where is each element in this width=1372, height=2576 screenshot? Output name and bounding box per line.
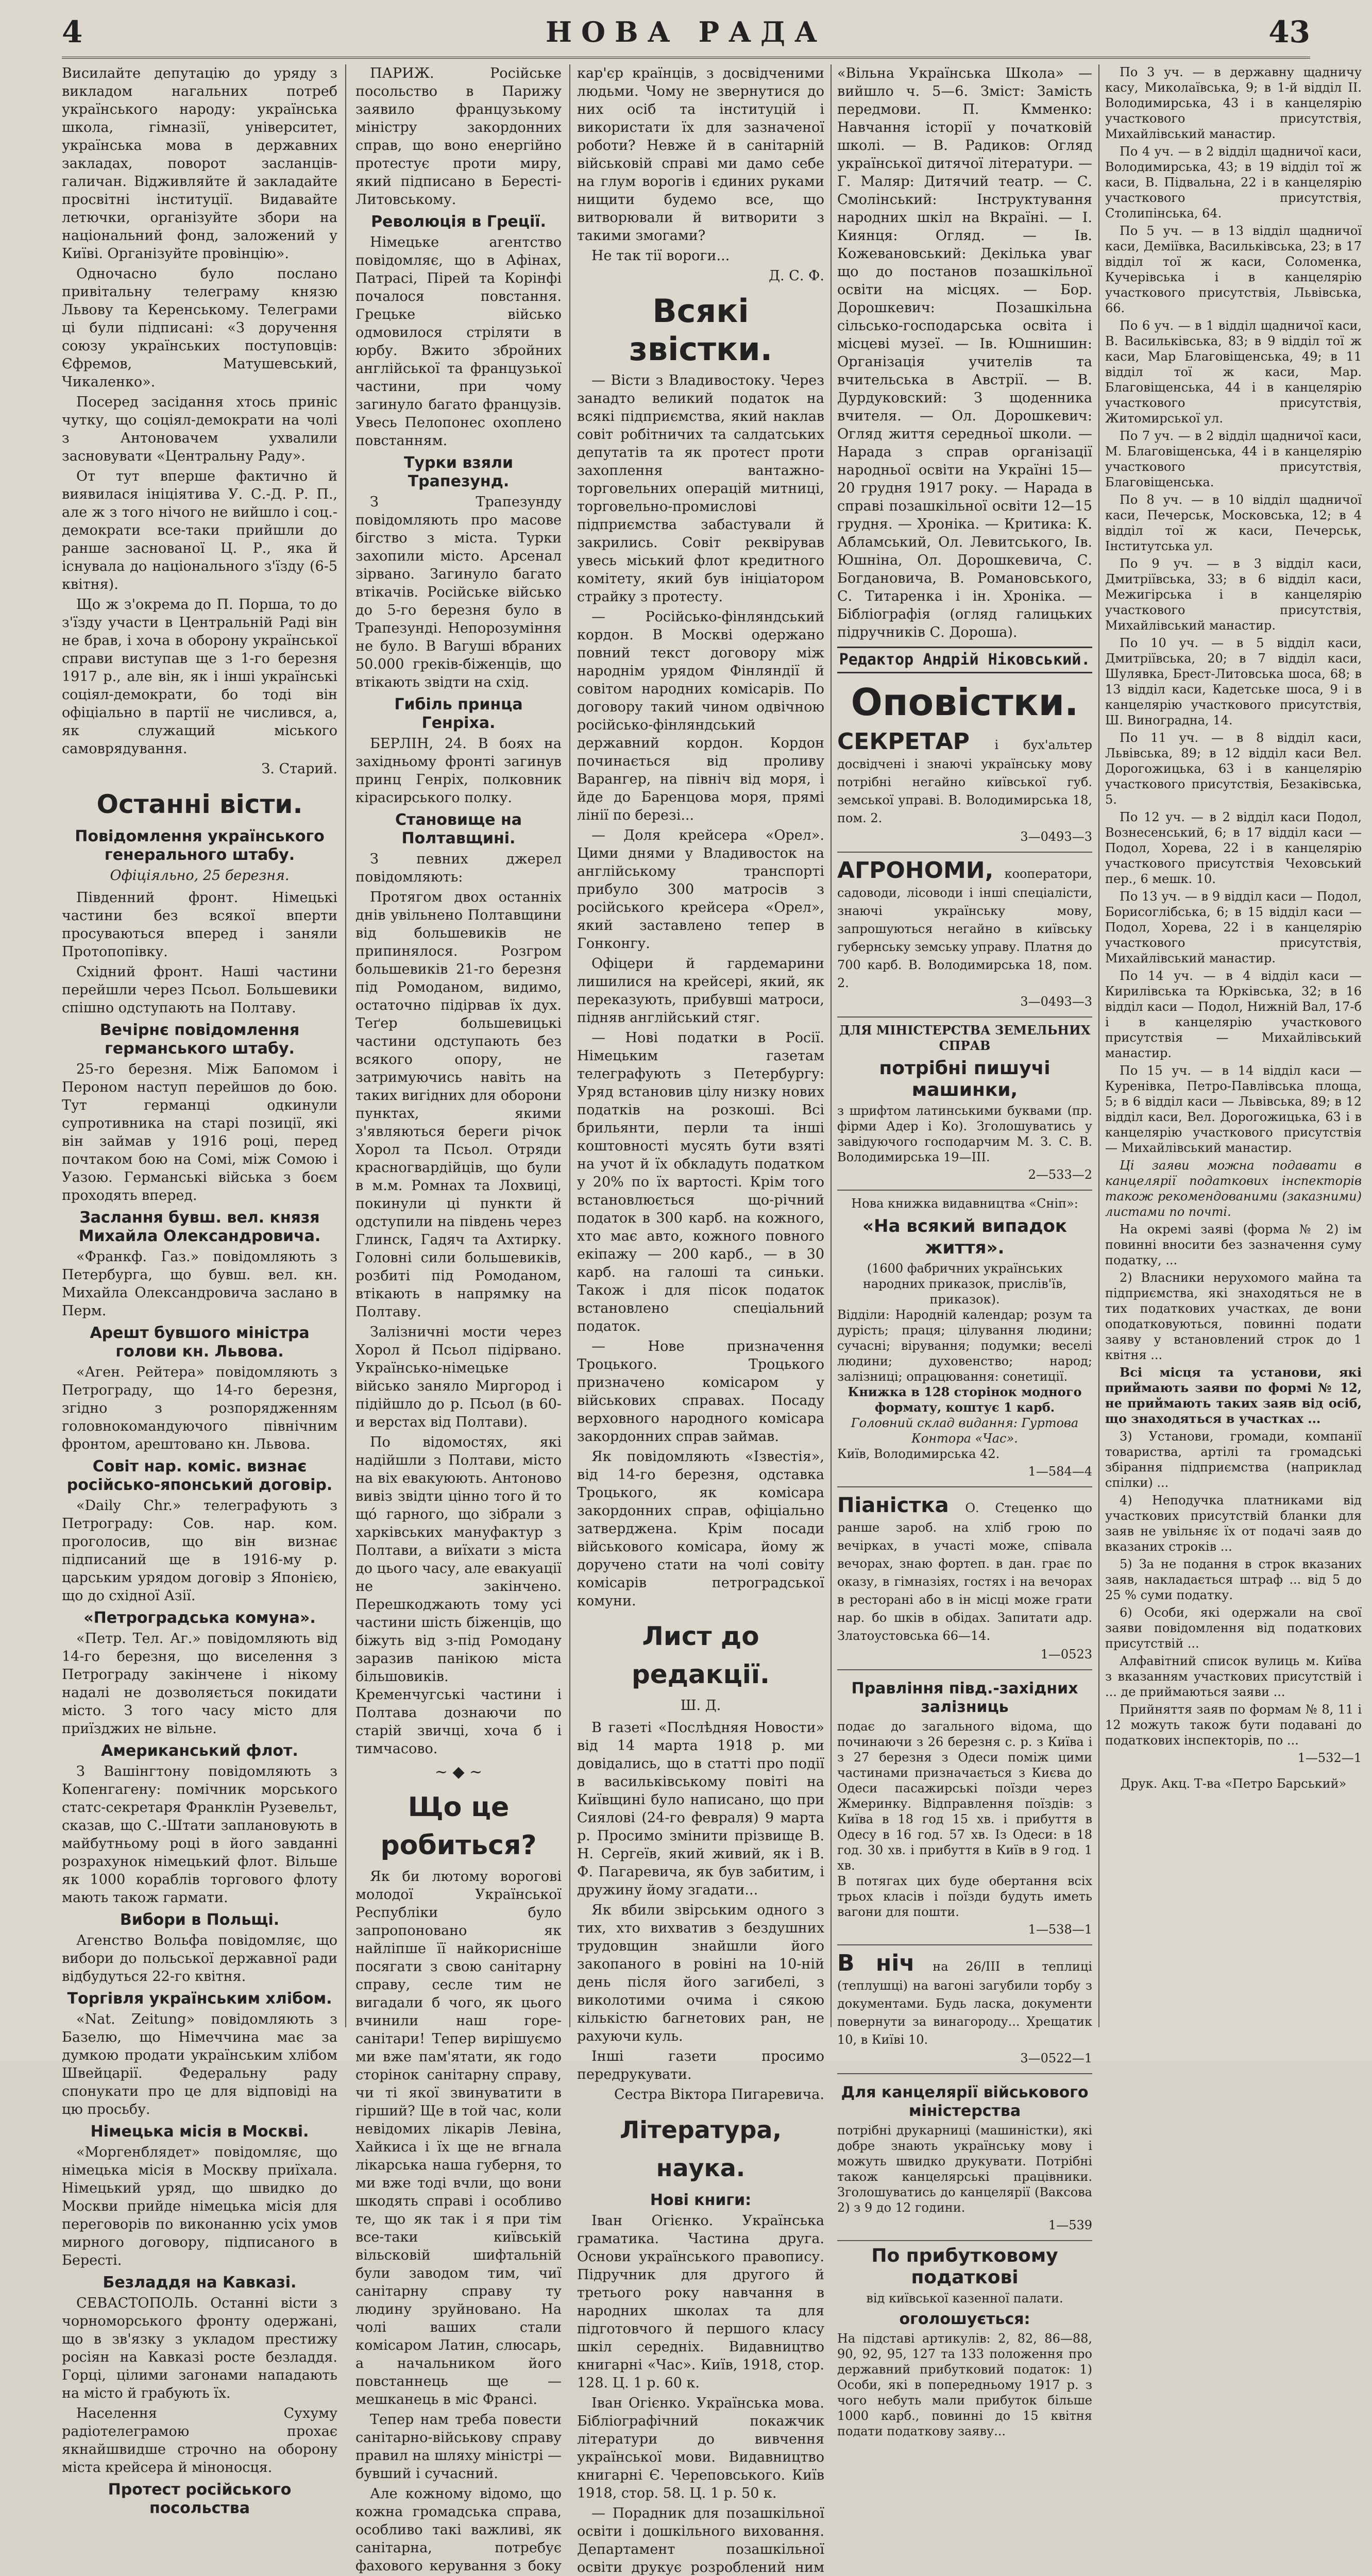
page-header: [62, 10, 1310, 59]
paragraph: Не так тії вороги...: [591, 248, 730, 264]
paragraph: Як вбили звірським одного з тих, хто вихватив з бездушних трудовщин знайшли його закопаного в ровіні на 10-ній день після його загибелі, з виколотими очима і сякою кількістю багнетових ран, не рахуючи куль.: [577, 1902, 824, 2044]
paragraph: 3) Установи, громади, компанії товариства, артілі та громадські збірання підприємства (наприклад спілки) ...: [1105, 1429, 1362, 1490]
paragraph: Протягом двох останніх днів увільнено Полтавщини від большевиків не припинялося. Розгром большевиків 21-го березня під Ромоданом, видимо, остаточно підірвав їх дух. Теґер большевицькі частини одступають без всякого опору, не затримуючись навіть на таких вигідних для оборони пунктах, якими з'являються береги річок Хорол та Псьол. Отряди красногвардійців, що були в м.м. Ромнах та Лохвиці, покинули ці пункти й одступили на південь через Глинск, Гадяч та Ахтирку. Головні сили большевиків, розбиті під Ромоданом, втікають в напрямку на Полтаву.: [355, 889, 562, 1320]
paragraph: З певних джерел повідомляють:: [355, 851, 562, 885]
newspaper-title: НОВА РАДА: [545, 15, 827, 48]
paragraph: По 3 уч. — в державну щадничу касу, Миколаївська, 9; в 1-й відділ ІІ. Володимирська, 43 і в канцелярію участкового присутствія, Михайлівський манастир.: [1105, 65, 1362, 141]
paragraph: З Вашінгтону повідомляють з Копенгагену: помічник морського статс-секретаря Франклін Рузевельт, сказав, що С.-Штати заплановують в майбутньому році в його завданні розрахунок німецький флот. Вільше як 1000 кораблів торгового флоту мають також гармати.: [62, 1764, 337, 1906]
paragraph: Але кожному відомо, що кожна громадська справа, особливо такі важливі, як санітарна, потребує фахового керування з боку: [355, 2486, 562, 2574]
page-number-left: 4: [62, 14, 83, 49]
column-4: [837, 64, 1092, 2438]
paragraph: — Російсько-фінляндський кордон. В Москві одержано повний текст договору між народнім урядом Фінляндії й совітом народних комісарів. По договору такий чином одвічною російсько-фінляндський державний кордон. Кордон починається від проливу Варангер, на північ від моря, і йде до Баренцова моря, прямі лінії по березі...: [577, 609, 824, 823]
paragraph: — Нове призначення Троцького. Троцького призначено комісаром у військових справах. Посаду верховного народного комісара закордонних справ займав.: [577, 1338, 824, 1445]
ad-body: На підставі артикулів: 2, 82, 86—88, 90, 92, 95, 127 та 133 положення про державний прибутковий податок: 1) Особи, які в попередньому 1917 р. з чого небуть мали прибуток більше 1000 карб., повинні до 15 квітня подати податкову заяву...: [837, 2331, 1092, 2438]
ad-heading: По прибутковому податкові: [871, 2245, 1058, 2288]
paragraph: В газеті «Послѣдняя Новости» від 14 марта 1918 р. ми довідались, що в статті про події в васильківському повіті на Київщині було написано, що при Сиялові (24-го февраля) 9 марта р. Просимо змінити прізвище В. Н. Сергеїв, який живий, як і В. Ф. Пагаревича, як був забитим, і дружину йому згадати...: [577, 1720, 824, 1898]
paragraph: «Daily Chr.» телеграфують з Петрограду: Сов. нар. ком. проголосив, що він визнає підписаний ще в 1916-му р. царським урядом договір з Японією, що до східної Азії.: [62, 1498, 337, 1604]
article-heading: Торгівля українським хлібом.: [67, 1990, 332, 2008]
paragraph: БЕРЛІН, 24. В боях на західньому фронті загинув принц Генріх, полковник кірасирського полку.: [355, 736, 562, 806]
article-heading: Становище на Полтавщині.: [395, 811, 522, 848]
article-heading: Нові книги:: [650, 2191, 752, 2209]
paragraph: «Аген. Рейтера» повідомляють з Петрограду, що 14-го березня, згідно з розпорядженням головнокомандуючого північним фронтом, арештовано кн. Львова.: [62, 1364, 337, 1452]
paragraph: З Трапезунду повідомляють про масове бігство з міста. Турки захопили місто. Арсенал зірвано. Загинуло багато втікачів. Російське військо до 5-го березня було в Трапезунді. Непорозуміння не було. В Вагуші вбраних 50.000 греків-біженців, що втікають звідти на схід.: [355, 494, 562, 690]
paragraph: 5) За не подання в строк вказаних заяв, накладається штраф ... від 5 до 25 % суми податку.: [1105, 1557, 1362, 1602]
article-heading: Турки взяли Трапезунд.: [404, 454, 513, 490]
paragraph: Інші газети просимо передрукувати.: [577, 2048, 824, 2082]
paragraph: Німецьке агентство повідомляє, що в Афінах, Патрасі, Пірей та Корінфі почалося повстання. Грецьке військо одмовилося стріляти в юрбу. Вжито збройних англійської та французької частини, при чому загинуло багато французів. Увесь Пелопонес охоплено повстанням.: [355, 234, 562, 449]
article-heading: Вечірнє повідомлення германського штабу.: [99, 1021, 300, 1058]
ad-line: Нова книжка видавництва «Сніп»:: [851, 1196, 1078, 1211]
ad-heading: «На всякий випадок життя».: [862, 1216, 1067, 1258]
paragraph: кар'єр країнців, з досвідченими людьми. Чому не звернутися до них осіб та інституцій і використати їх для зазначеної роботи? Невже й в санітарній військовій справі ми дамо себе на глум ворогів і єдиних руками нищити будемо все, що витворювали й витворити з такими змогами?: [577, 65, 824, 244]
paragraph: По 7 уч. — в 2 відділ щадничої каси, М. Благовіщенська, 44 і в канцелярію участкового присутствія, Благовіщенська.: [1105, 429, 1362, 489]
printer-line: Друк. Акц. Т-ва «Петро Барський»: [1120, 1776, 1347, 1791]
paragraph: По 12 уч. — в 2 відділ каси Подол, Вознесенський, 6; в 17 відділ каси — Подол, Хорева, 22 і в канцелярію участкового присутствія Чеховський пер., 6 мешк. 10.: [1105, 810, 1362, 886]
paragraph: Південний фронт. Німецькі частини без всякої вперти просуваються вперед і заняли Протопопівку.: [62, 890, 337, 960]
ad-body: Відділи: Народній календар; розум та дурість; праця; цілування людини; сучасні; вірування; подумки; веселі людини; духовенство; народ; залізниці; опрацювання: сонетиції.: [837, 1308, 1092, 1384]
ad-code: 1—539: [1048, 2218, 1092, 2232]
ad-heading: потрібні пишучі машинки,: [879, 1058, 1051, 1100]
advertisement: [837, 1490, 1092, 1670]
article-heading: Вибори в Польщі.: [120, 1911, 280, 1929]
ad-code: 1—532—1: [1297, 1751, 1362, 1765]
page-number-right: 43: [1268, 14, 1310, 49]
paragraph: От тут вперше фактично й виявилася ініціятива У. С.-Д. Р. П., але ж з того нічого не вийшло і соц.-демократи все-таки прийшли до ранше заснованої Ц. Р., яка й існувала до національного з'їзду (6-5 квітня).: [62, 468, 337, 592]
paragraph: Ці заяви можна подавати в канцелярії податкових інспекторів також рекомендованими (заказними) листами по почті.: [1105, 1158, 1362, 1219]
article-heading: Арешт бувшого міністра голови кн. Львова.: [90, 1324, 310, 1361]
paragraph: «Франкф. Газ.» повідомляють з Петербурга, що бувш. вел. кн. Михайла Олександровича заслано в Перм.: [62, 1249, 337, 1319]
signature: Д. С. Ф.: [769, 268, 824, 284]
ad-code: 1—538—1: [1028, 1922, 1092, 1937]
signature: З. Старий.: [261, 761, 337, 777]
ad-depot: Головний склад видання: Гуртова Контора «Час».: [851, 1416, 1079, 1446]
ad-code: 1—584—4: [1028, 1464, 1092, 1479]
ad-address: Київ, Володимирська 42.: [837, 1447, 1000, 1461]
ad-body: і бух'альтер досвідчені і знаючі українську мову потрібні негайно київської губ. земської управі. В. Володимирська 18, пом. 2.: [837, 738, 1092, 825]
ad-heading: АГРОНОМИ,: [837, 857, 994, 884]
advertisement: [837, 1948, 1092, 2074]
column-rule: [1098, 64, 1099, 2027]
ad-code: 3—0522—1: [1020, 2051, 1092, 2065]
article-heading: Повідомлення українського генерального штабу.: [75, 827, 325, 864]
article-heading: Революція в Греції.: [371, 213, 546, 231]
column-2: [355, 64, 562, 2574]
dateline: Офіціяльно, 25 березня.: [110, 868, 290, 884]
ad-line: ДЛЯ МІНІСТЕРСТВА ЗЕМЕЛЬНИХ СПРАВ: [839, 1023, 1091, 1053]
article-heading: Німецька місія в Москві.: [90, 2123, 309, 2141]
paragraph: По відомостях, які надійшли з Полтави, місто на віх евакуюють. Антоново вивіз звідти цінно того й то щó гарного, що зібрали з харківських мануфактур з Полтави, а виїхати з міста до цього часу, але евакуації не закінчено. Перешкоджають тому усі частини шість біженців, що біжуть від з-під Ромодану заразив панікою міста більшовиків. Кременчугські частини і Полтава дознаючи по старій звичці, хоча б і тимчасово.: [355, 1434, 562, 1757]
ad-heading: В ніч: [837, 1950, 915, 1976]
paragraph: «Моргенблядет» повідомляє, що німецька місія в Москву приїхала. Німецький уряд, що швидко до Москви прийде німецька місія для переговорів по виконанню усіх умов мирного договору, підписаного в Бересті.: [62, 2144, 337, 2268]
paragraph: — Порадник для позашкільної освіти і дошкільного виховання. Департамент позашкільної освіти друкує розроблений ним: [577, 2505, 824, 2575]
ad-body: подає до загального відома, що починаючи з 26 березня с. р. з Київа і з 27 березня з Одеси поміж цими частинами призначається з Києва до Одеси пасажирські поїзди через Жмеринку. Відправлення поїздів: з Київа в 18 год 15 хв. і прибуття в Одесу в 16 год. 57 хв. Із Одеси: в 18 год. 30 хв. і прибуття в Київ в 9 год. 1 хв.: [837, 1719, 1092, 1873]
ad-price: Книжка в 128 сторінок модного формату, коштує 1 карб.: [848, 1384, 1082, 1415]
paragraph: Алфавітний список вулиць м. Київа з вказанням участкових присутствій і ... де приймаються заяви ...: [1105, 1654, 1362, 1699]
signature: Ш. Д.: [680, 1698, 721, 1714]
article-heading: Совіт нар. коміс. визнає російсько-японський договір.: [66, 1458, 333, 1494]
paragraph: 2) Власники нерухомого майна та підприємства, які знаходяться не в тих податкових участках, де вони оподатковуються, повинні подати заяву у встановлений строк до 1 квітня ...: [1105, 1270, 1362, 1362]
paragraph: Залізничні мости через Хорол й Псьол підірвано. Українсько-німецьке військо заняло Миргород і підійшло до р. Псьол (в 60-и верстах від Полтави).: [355, 1324, 562, 1430]
paragraph: На окремі заяві (форма № 2) ім повинні вносити без зазначення суму податку, ...: [1105, 1222, 1362, 1267]
paragraph: Тепер нам треба повести санітарно-військову справу правил на шляху міністрі — бувший і сучасний.: [355, 2412, 562, 2482]
paragraph: Агенство Вольфа повідомляє, що вибори до польської державної ради відбудуться 22-го квітня.: [62, 1933, 337, 1985]
paragraph: По 13 уч. — в 9 відділ каси — Подол, Борисоглібська, 6; в 15 відділ каси — Подол, Хорева, 22 і в канцелярію участкового присутствія, Михайлівський манастир.: [1105, 889, 1362, 965]
paragraph: 6) Особи, які одержали на свої заяви повідомлення від податкових присутствій ...: [1105, 1605, 1362, 1651]
paragraph: Висилайте депутацію до уряду з викладом нагальних потреб українського народу: українська школа, гімназії, університет, українська мова в державних закладах, поворот засланців-галичан. Відживляйте й закладайте просвітні інституції. Видавайте летючки, організуйте збори на національний фонд, заложений у Київі. Організуйте провінцію».: [62, 65, 337, 262]
signature: Сестра Віктора Пигаревича.: [614, 2087, 824, 2103]
paragraph: Населення Сухуму радіотелеграмою прохає якнайшвидше строчно на оборону міста крейсера й міноносця.: [62, 2405, 337, 2476]
article-heading: Американський флот.: [101, 1742, 298, 1760]
ad-body: В потягах цих буде обертання всіх трьох класів і поїзди будуть иметь вагони для пошти.: [837, 1874, 1092, 1919]
ad-body: на 26/ІІІ в теплиці (теплушці) на вагоні загубили торбу з документами. Будь ласка, документи повернути за винагороду... Хрещатик 10, в Київі 10.: [837, 1959, 1092, 2047]
column-rule: [569, 64, 570, 2027]
article-heading: Безладдя на Кавказі.: [103, 2274, 297, 2292]
ad-code: 2—533—2: [1028, 1167, 1092, 1182]
ad-sub: оголошується:: [899, 2310, 1030, 2328]
paragraph: 4) Неподучка платниками від участкових присутствій бланки для заяв не увільняє їх от подачі заяв до вказаних строків ...: [1105, 1493, 1362, 1554]
paragraph: «Вільна Українська Школа» — вийшло ч. 5—6. Зміст: Замість передмови. П. Кмменко: Навчання історії у початковій школі. — В. Радиков: Огляд української дитячої літератури. — Г. Маляр: Дитячий театр. — С. Смолінський: Інструктування народних шкіл на Вкраїні. — І. Киянця: Огляд. — Ів. Кожевановський: Декілька уваг що до постанов позашкільної освіти на місцях. — Бор. Дорошкевич: Позашкільна сільсько-господарська освіта і місцеві музеї. — Ів. Юшнишин: Організація учителів та вчительська в Австрії. — В. Дурдуковский: З щоденника вчителя. — Ол. Дорошкевич: Огляд життя середньої школи. — Нарада з справ організації народньої освіти на Україні 15—20 грудня 1917 року. — Нарада в справі позашкільної освіти 12—15 грудня. — Хроніка. — Критика: К. Абламський, Ол. Левитського, Ів. Юшніна, Ол. Дорошкевича, С. Богдановича, В. Романовського, С. Титаренка і ін. Хроніка. — Бібліографія (огляд галицьких підручників С. Дороша).: [837, 65, 1092, 640]
ad-heading: Піаністка: [837, 1494, 949, 1517]
paragraph: Посеред засідання хтось приніс чутку, що соціял-демократи на чолі з Антоновачем ухвалили засновувати «Центральну Раду».: [62, 394, 337, 464]
ad-sub: (1600 фабричних українських народних приказок, прислів'їв, приказок).: [862, 1261, 1067, 1307]
section-heading: Останні вісти.: [96, 789, 303, 819]
column-rule: [831, 64, 832, 2027]
paragraph: «Nat. Zeitung» повідомляють з Базелю, що Німеччина має за думкою продати українським хлібом Швейцарії. Федеральну раду спонукати про це для відповіді на цю просьбу.: [62, 2011, 337, 2117]
paragraph: По 11 уч. — в 8 відділ каси, Львівська, 89; в 12 відділ каси Вел. Дорогожицька, 63 і в канцелярію участкового присутствія, Безаківська, 5.: [1105, 731, 1362, 807]
paragraph: Що ж з'окрема до П. Порша, то до з'їзду участи в Центральній Раді він не брав, і хоча в оборону української справи виступав ще з 1-го березня 1917 р., але він, як і інші українські соціял-демократи, бо тоді він офіціально в партії не числився, а, як служащий міського самоврядування.: [62, 597, 337, 757]
section-heading: Всякі звістки.: [629, 292, 773, 368]
column-5: [1105, 64, 1362, 2027]
advertisement: [837, 2077, 1092, 2241]
paragraph: Як би лютому ворогові молодої Української Республіки було запропоновано як найліпше її найкорисніше посягати з свою санітарну справу, сесле тим не вигадали б чого, як цього вчинили наш горе-санітари! Тепер вирішуємо ми вже пам'ятати, як годо сторінок санітарну справу, чи ті якої звинуватити в гірший? Ще в той час, коли невідомих лікарів Левіна, Хайкиса і їх ще не вгнала лікарська наша губерня, то ми вже тоді вчли, що вони шкодять справі і особливо те, що як так і я при тім все-таки київській вільсковій шифтальній були заводом тим, чиї санітарну справу ту людину зруйновано. На чолі ваших стали комісаром Латин, слюсарь, а начальником його повстаннець ще — мешканець в міс Франсі.: [355, 1869, 562, 2408]
paragraph: По 5 уч. — в 13 відділ щадничої каси, Деміївка, Васильківська, 23; в 17 відділ тої ж каси, Соломенка, Кучерівська і в канцелярію участкового присутствія, Львівська, 66.: [1105, 224, 1362, 315]
paragraph: Одночасно було послано привітальну телеграму князю Львову та Керенському. Телеграми ці були підписані: «З доручення союзу українських поступовців: Єфремов, Матушевський, Чикаленко».: [62, 266, 337, 390]
advertisement: [837, 1673, 1092, 1945]
paragraph: По 8 уч. — в 10 відділ щадничої каси, Печерськ, Московська, 12; в 4 відділ тої ж каси, Печерськ, Інститутська ул.: [1105, 493, 1362, 553]
ad-body: О. Стеценко що ранше зароб. на хліб грою по вечірках, в участі може, співала вечорах, знаю фортеп. в дан. грає по оказу, в гімназіях, гостях і на вечорах в ресторані або в ін місці може грати нар. бо шків в обідах. Запитати адр. Златоустовська 66—14.: [837, 1501, 1092, 1643]
column-rule: [345, 64, 346, 2027]
paragraph: Прийняття заяв по формам № 8, 11 і 12 можуть також бути подавані до податкових інспекторів, по ...: [1105, 1702, 1362, 1748]
ornament-divider: ~ ◆ ~: [434, 1763, 483, 1781]
paragraph: По 6 уч. — в 1 відділ щадничої каси, В. Васильківська, 83; в 9 відділ тої ж каси, Мар Благовіщенська, 49; в 11 відділ тої ж каси, Мар. Благовіщенська, 44 і в канцелярію участкового присутствія, Житомирської ул.: [1105, 318, 1362, 426]
paragraph: — Вісти з Владивостоку. Через занадто великий податок на всякі підприємства, який наклав совіт робітничих та салдатських депутатів та як протест проти захоплення вантажно-торговельних операцій митниці, торговельно-промислові підприємства забастували й закрились. Совіт реквірував увесь міський флот кредитного комітету, який був ініціатором страйку з протесту.: [577, 372, 824, 605]
paragraph: Східний фронт. Наші частини перейшли через Псьол. Большевики спішно одступають на Полтаву.: [62, 964, 337, 1016]
ad-body: кооператори, садоводи, лісоводи і інші спеціалісти, знаючі українську мову, запрошуються негайно в київську губернську земську управу. Платня до 700 карб. В. Володимирська 18, пом. 2.: [837, 867, 1092, 990]
advertisement: [837, 856, 1092, 1018]
article-heading: Гибіль принца Генріха.: [394, 696, 523, 732]
ad-code: 3—0493—3: [1020, 829, 1092, 844]
ad-body: з шрифтом латинськими буквами (пр. фірми Адер і Ко). Зголошуватись у завідуючого господарчим М. З. С. В. Володимирська 19—ІІІ.: [837, 1104, 1092, 1164]
ad-body: потрібні друкарниці (машиністки), які добре знають українську мову і можуть швидко друкувати. Потрібні також канцелярські працівники. Зголошуватись до канцелярії (Ваксова 2) з 9 до 12 години.: [837, 2123, 1092, 2215]
section-heading: Лист до редакції.: [631, 1621, 770, 1689]
ad-sub: від київської казенної палати.: [866, 2291, 1063, 2306]
paragraph: Всі місця та установи, які приймають заяви по формі № 12, не приймають таких заяв від осіб, що знаходяться в участках ...: [1105, 1365, 1362, 1426]
ad-heading: Правління півд.-західних залізниць: [851, 1680, 1078, 1716]
column-3: [577, 64, 824, 2575]
section-heading: Оповістки.: [851, 681, 1079, 724]
paragraph: По 10 уч. — в 5 відділ каси, Дмитріївська, 20; в 7 відділ каси, Шулявка, Брест-Литовська шоса, 68; в 13 відділ каси, Кадетське шоса, 9 і в канцелярію участкового присутствія, Ш. Виноградна, 14.: [1105, 636, 1362, 727]
article-heading: Протест російського посольства: [108, 2481, 292, 2517]
advertisement: [837, 1194, 1092, 1487]
section-heading: Література, наука.: [620, 2116, 782, 2182]
advertisement: [837, 1021, 1092, 1191]
ad-code: 3—0493—3: [1020, 994, 1092, 1009]
advertisement: [837, 727, 1092, 853]
column-1: [62, 64, 337, 2517]
paragraph: — Доля крейсера «Орел». Цими днями у Владивосток на англійському транспорті прибуло 300 матросів з російського крейсера «Орел», який заставлено тепер в Гонконгу.: [577, 827, 824, 952]
paragraph: Офіцери й гардемарини лишилися на крейсері, який, як переказують, прибувші матроси, підняв англійський стяг.: [577, 956, 824, 1026]
paragraph: По 9 уч. — в 3 відділ каси, Дмитріївська, 33; в 6 відділ каси, Межигірська і в канцелярію участкового присутствія, Михайлівський манастир.: [1105, 556, 1362, 633]
paragraph: По 14 уч. — в 4 відділ каси — Кирилівська та Юрківська, 32; в 16 відділ каси — Подол, Нижній Вал, 17-б і в канцелярію участкового присутствія — Михайлівський манастир.: [1105, 969, 1362, 1060]
section-heading: Що це робиться?: [380, 1792, 537, 1861]
paragraph: СЕВАСТОПОЛЬ. Останні вісти з чорноморського фронту одержані, що в зв'язку з укладом престижу росіян на Кавказі росте безладдя. Горці, цілими загонами нападають на місто й грабують їх.: [62, 2295, 337, 2401]
article-heading: Заслання бувш. вел. князя Михайла Олександровича.: [78, 1209, 321, 1245]
paragraph: По 4 уч. — в 2 відділ щадничої каси, Володимирська, 43; в 19 відділ тої ж каси, В. Підвальна, 22 і в канцелярію участкового присутствія, Столипінська, 64.: [1105, 144, 1362, 221]
advertisement: [837, 2245, 1092, 2439]
ad-code: 1—0523: [1040, 1647, 1092, 1662]
paragraph: — Нові податки в Росії. Німецьким газетам телеграфують з Петербургу: Уряд встановив цілу низку нових податків на розкоші. Всі брильянти, перли та інші коштовності мусять бути взяті на учот й їх обкладуть податком у 20% по їх вартості. Крім того встановлюється що-річний податок в 300 карб. на кожного, хто має авто, кожного повного екіпажу — 200 карб., — в 30 карб. на галоші та синьки. Також і для пісок податок встановлено спеціальний податок.: [577, 1030, 824, 1334]
ad-heading: Для канцелярії військового міністерства: [841, 2083, 1089, 2120]
editor-line: Редактор Андрій Ніковський.: [837, 647, 1092, 673]
article-heading: «Петроградська комуна».: [83, 1609, 316, 1627]
paragraph: По 15 уч. — в 14 відділ каси — Куренівка, Петро-Павлівська площа, 5; в 6 відділ каси — Львівська, 89; в 12 відділ каси, Вел. Дорогожицька, 63 і в канцелярію участкового присутствія — Михайлівський манастир.: [1105, 1063, 1362, 1155]
paragraph: 25-го березня. Між Бапомом і Пероном наступ перейшов до бою. Тут германці одкинули супротивника на старі позиції, які він займав у 1916 році, перед почтаком бою на Сомі, між Сомою і Уазою. Германські війська з боєм проходять вперед.: [62, 1061, 337, 1204]
ad-heading: СЕКРЕТАР: [837, 728, 970, 755]
paragraph: Іван Огієнко. Українська мова. Бібліографічний покажчик літератури до вивчення української мови. Видавництво книгарні Є. Череповського. Київ 1918, стор. 58. Ц. 1 р. 50 к.: [577, 2395, 824, 2501]
paragraph: Іван Огієнко. Українська граматика. Частина друга. Основи українського правопису. Підручник для другого й третього року навчання в народних школах та для підготовчого й першого класу шкіл середніх. Видавництво книгарні «Час». Київ, 1918, стор. 128. Ц. 1 р. 60 к.: [577, 2213, 824, 2391]
paragraph: «Петр. Тел. Аг.» повідомляють від 14-го березня, що виселення з Петрограду закінчене і нікому надалі не дозволяється покидати місто. З того часу місто для приїзджих не вільне.: [62, 1631, 337, 1737]
paragraph: ПАРИЖ. Російське посольство в Парижу заявило французькому міністру закордонних справ, що воно енергійно протестує проти миру, який підписано в Бересті-Литовському.: [355, 65, 562, 208]
paragraph: Як повідомляють «Ізвестія», від 14-го березня, одставка Троцького, як комісара закордонних справ, офіціально затверджена. Крім посади військового комісара, йому ж доручено стати на чолі совіту комісарів петроградської комуни.: [577, 1449, 824, 1609]
